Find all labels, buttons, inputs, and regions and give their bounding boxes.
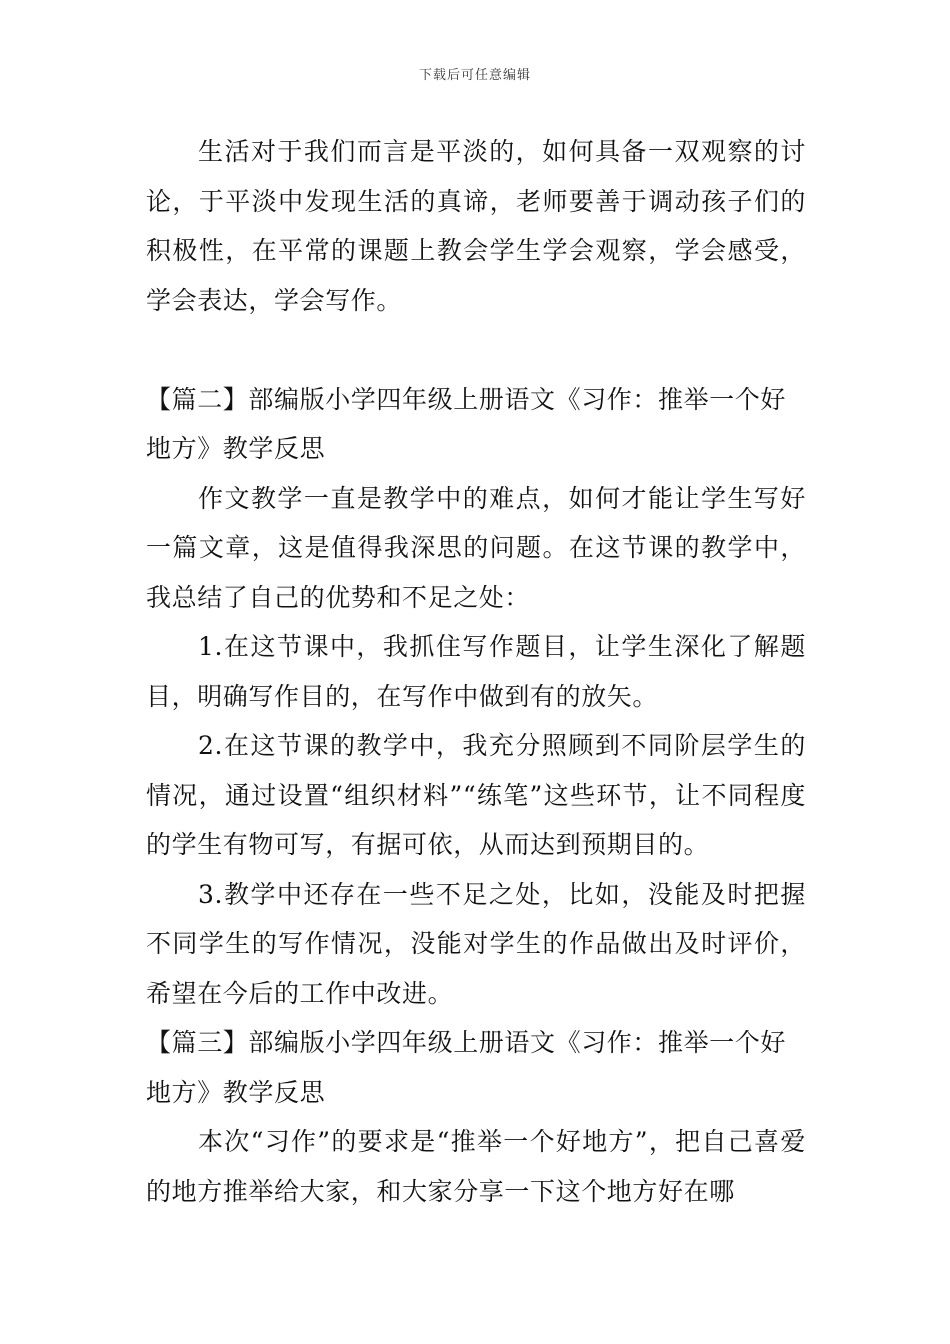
section-heading-3: 【篇三】部编版小学四年级上册语文《习作：推举一个好地方》教学反思	[146, 1028, 787, 1107]
paragraph-point-3: 3.教学中还存在一些不足之处，比如，没能及时把握不同学生的写作情况，没能对学生的作品做出及时评价，希望在今后的工作中改进。	[146, 879, 806, 1008]
paragraph-point-1: 1.在这节课中，我抓住写作题目，让学生深化了解题目，明确写作目的，在写作中做到有的放矢。	[146, 632, 806, 711]
paragraph-section2-intro: 作文教学一直是教学中的难点，如何才能让学生写好一篇文章，这是值得我深思的问题。在这节课的教学中，我总结了自己的优势和不足之处：	[146, 483, 806, 612]
document-body	[146, 127, 806, 1216]
paragraph-point-2: 2.在这节课的教学中，我充分照顾到不同阶层学生的情况，通过设置“组织材料”“练笔”这些环节，让不同程度的学生有物可写，有据可依，从而达到预期目的。	[146, 731, 806, 859]
paragraph-gap	[146, 325, 806, 375]
page-header: 下载后可任意编辑	[418, 68, 531, 83]
paragraph-section3-intro: 本次“习作”的要求是“推举一个好地方”，把自己喜爱的地方推举给大家，和大家分享一下这个地方好在哪	[146, 1127, 806, 1206]
paragraph-intro: 生活对于我们而言是平淡的，如何具备一双观察的讨论，于平淡中发现生活的真谛，老师要善于调动孩子们的积极性，在平常的课题上教会学生学会观察，学会感受，学会表达，学会写作。	[146, 137, 806, 315]
section-heading-2: 【篇二】部编版小学四年级上册语文《习作：推举一个好地方》教学反思	[146, 384, 787, 463]
